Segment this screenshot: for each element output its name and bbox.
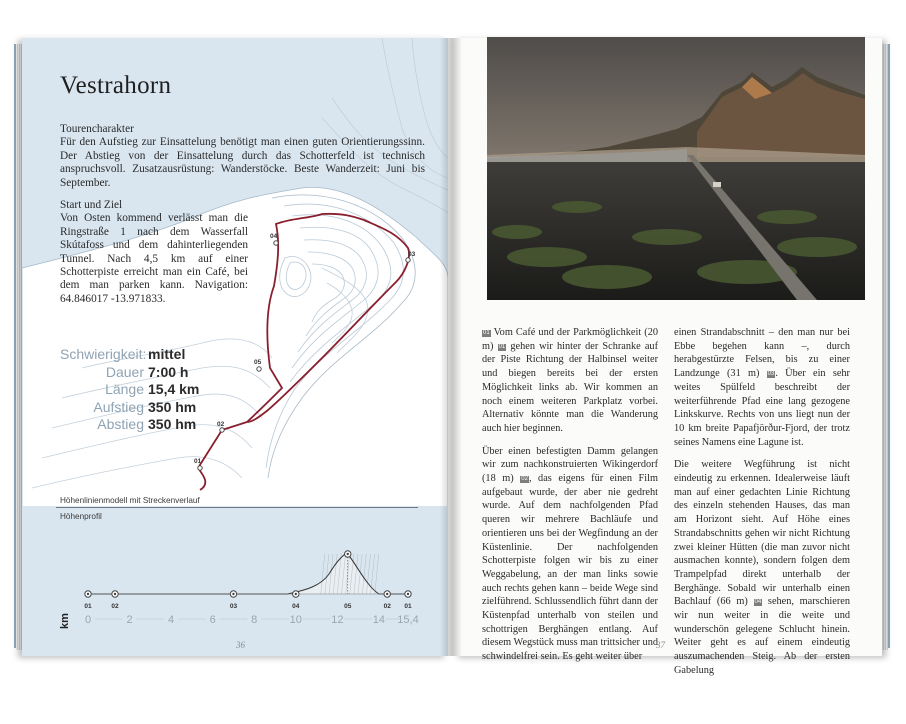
paragraph <box>482 445 658 664</box>
start-text: Von Osten kommend verlässt man die Ringstraße 1 nach dem Wasserfall Skútafoss und dem dahinterliegenden Tunnel. Nach 4,5 km auf einer Schotterpiste erreicht man ein Café, bei dem man parken kann. Navigation: 64.846017 -13.971833. <box>60 212 248 305</box>
text-column-2 <box>674 326 850 687</box>
stat-value: mittel <box>148 346 186 362</box>
profile-hatch <box>375 554 379 594</box>
paragraph <box>482 326 658 436</box>
stat-label: Länge <box>105 381 144 398</box>
stat-label: Aufstieg <box>93 398 144 415</box>
profile-caption: Höhenprofil <box>60 512 102 521</box>
waypoint-tag: 03 <box>767 371 775 378</box>
stat-row <box>60 364 199 382</box>
page-number-left: 36 <box>236 640 245 650</box>
start-section <box>60 199 248 306</box>
profile-waypoint-label: 02 <box>111 603 119 610</box>
stat-value: 350 hm <box>148 416 197 433</box>
profile-waypoint-dot <box>386 593 388 595</box>
landscape-photo <box>487 37 865 300</box>
profile-waypoint-dot <box>407 593 409 595</box>
start-heading: Start und Ziel <box>60 199 123 211</box>
caption-divider <box>56 507 418 508</box>
profile-waypoint-label: 04 <box>292 603 300 610</box>
tour-character-section <box>60 123 425 190</box>
profile-unit-label: km <box>59 613 71 629</box>
profile-tick-label: 14 <box>372 614 386 626</box>
paragraph-text: . Über ein sehr weites Spülfeld beschreibt der weiterführende Pfad eine lang gezogene Linkskurve. Rechts von uns liegt nun der 10 km breite Papafjörður-Fjord, der trotz seines Namens eine Lagune ist. <box>674 368 850 448</box>
waypoint-label-05: 05 <box>254 359 262 366</box>
profile-waypoint-label: 01 <box>404 603 412 610</box>
waypoint-label-03: 03 <box>408 251 416 258</box>
page-title: Vestrahorn <box>60 72 172 99</box>
stat-row <box>60 346 199 364</box>
waypoint-tag: 02 <box>521 476 528 483</box>
profile-tick-label: 10 <box>289 614 302 626</box>
profile-tick-label: 8 <box>251 614 258 626</box>
paragraph <box>674 458 850 677</box>
profile-tick-label: 6 <box>209 614 216 626</box>
paragraph-text: Die weitere Wegführung ist nicht eindeutig zu erkennen. Idealerweise läuft man auf einer gedachten Linie Richtung des einzeln stehenden Hauses, das man am Horizont sieht. Auf Höhe eines Strandabschnitts gehen wir nicht Richtung zwei kleiner Hütten (die man zuvor nicht ausmachen konnte), sondern folgen dem Trampelpfad direkt unterhalb der Berghänge. Sobald wir unterhalb einen Bachlauf (66 m) <box>674 459 850 608</box>
tour-stats <box>60 346 199 434</box>
profile-tick-label: 12 <box>331 614 344 626</box>
elevation-profile <box>56 540 426 635</box>
profile-waypoint-dot <box>114 593 116 595</box>
map-caption: Höhenlinienmodell mit Streckenverlauf <box>60 496 200 505</box>
stat-row <box>60 381 199 399</box>
waypoint-tag: 01 <box>498 343 506 350</box>
profile-waypoint-label: 02 <box>383 603 391 610</box>
profile-tick-label: 0 <box>84 614 92 626</box>
profile-tick-label: 2 <box>126 614 133 626</box>
stat-label: Schwierigkeit: <box>60 346 147 362</box>
profile-waypoint-label: 05 <box>344 603 352 610</box>
profile-waypoint-label: 01 <box>84 603 92 610</box>
paragraph-text: , das eigens für einen Film aufgebaut wurde, der aber nie gedreht wurde. Auf dem nachfolgenden Pfad queren wir mehrere Bachläufe und orientieren uns bei der Wegfindung an der Küstenlinie. Der nachfolgenden Schotterpiste folgen wir bis zu einer Weggabelung, an der man links sowie auch rechts gehen kann – beide Wege sind zielführend. Schlussendlich führt dann der Küstenpfad unterhalb von steilen und schottrigen Berghängen entlang. Auf diesem Wegstück muss man trittsicher und schwindelfrei sein. Es geht weiter über <box>482 473 659 663</box>
profile-tick-label: 4 <box>168 614 175 626</box>
profile-waypoint-label: 03 <box>229 603 238 610</box>
stat-row <box>60 416 199 434</box>
stat-value: 350 hm <box>148 398 197 415</box>
profile-tick-label: 15,4 <box>397 614 419 626</box>
waypoint-label-01: 01 <box>194 458 202 465</box>
book-gutter <box>440 38 462 656</box>
stat-value: 7:00 h <box>148 363 189 380</box>
waypoint-label-04: 04 <box>270 233 278 240</box>
waypoint-tag: 04 <box>754 599 762 606</box>
paragraph-text: sehen, marschieren wir nun weiter in die weite und wunderschön gelegene Schlucht hinein. Weiter geht es auf einem eindeutig auszumachenden Steig. Ab der ersten Gabelung <box>674 596 850 676</box>
paragraph-text: Über einen befestigten Damm gelangen wir zum nachkonstruierten Wikingerdorf (18 m) <box>482 445 658 485</box>
stat-label: Dauer <box>105 363 144 380</box>
waypoint-label-02: 02 <box>217 421 225 428</box>
profile-waypoint-dot <box>87 593 89 595</box>
stat-label: Abstieg <box>97 416 144 433</box>
start-marker-icon: 01 <box>483 330 490 336</box>
paragraph-text: gehen wir hinter der Schranke auf der Piste Richtung der Halbinsel weiter und biegen bereits bei der ersten Möglichkeit links ab. Wir kommen an noch einem weiteren Parkplatz vorbei. Alternativ könnte man die Wanderung auch hier beginnen. <box>482 340 658 434</box>
paragraph <box>674 326 850 449</box>
paragraph-text: Vom Café und der Parkmöglichkeit (20 m) <box>482 327 658 352</box>
stat-value: 15,4 km <box>148 381 200 398</box>
page-number-right: 37 <box>656 640 665 650</box>
text-column-1 <box>482 326 658 673</box>
paragraph-text: einen Strandabschnitt – den man nur bei Ebbe begehen kann –, durch herabgestürzte Felsen, bis zu einer Landzunge (31 m) <box>674 327 850 380</box>
profile-waypoint-dot <box>295 593 297 595</box>
stat-row <box>60 399 199 417</box>
profile-waypoint-dot <box>347 553 349 555</box>
tour-text: Für den Aufstieg zur Einsattelung benötigt man einen guten Orientierungssinn. Der Abstieg von der Einsattelung durch das Schotterfeld ist technisch anspruchsvoll. Zusatzausrüstung: Wanderstöcke. Beste Wanderzeit: Juni bis September. <box>60 136 425 189</box>
profile-waypoint-dot <box>232 593 234 595</box>
tour-heading: Tourencharakter <box>60 123 134 135</box>
